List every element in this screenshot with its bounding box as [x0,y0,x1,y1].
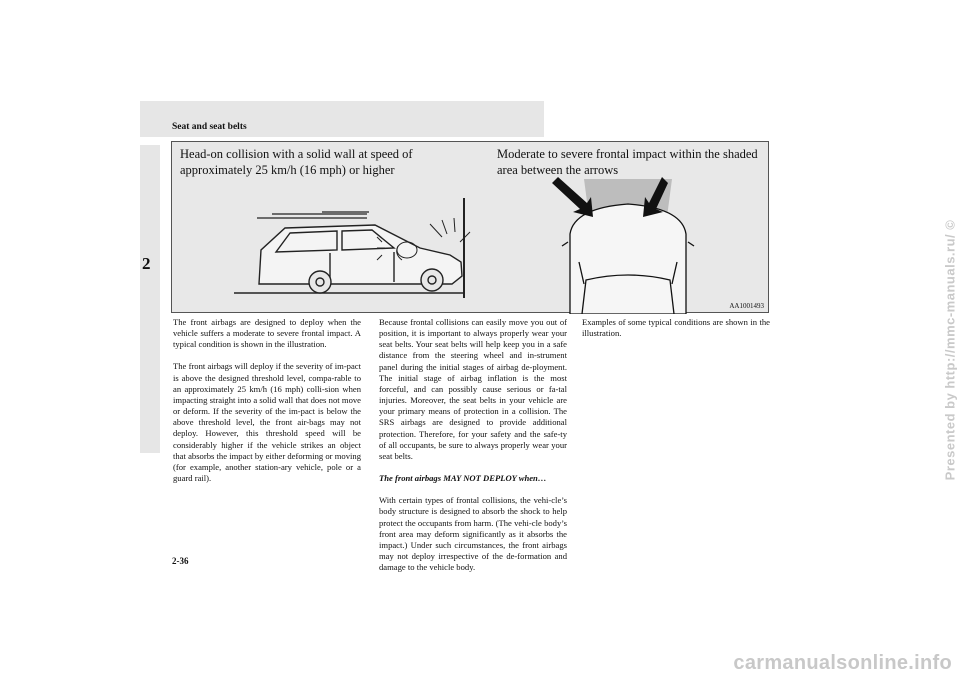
column-3 [582,317,770,350]
speed-lines-icon [257,212,369,218]
subheading-may-not-deploy: The front airbags MAY NOT DEPLOY when… [379,473,547,484]
paragraph-typical-condition: The front airbags are designed to deploy when the vehicle suffers a moderate to severe frontal impact. A typical condition is shown in the illustration. [173,317,361,350]
site-watermark: carmanualsonline.info [733,652,952,674]
illustration-code: AA1001493 [729,302,764,310]
page-number: 2-36 [172,556,189,566]
collision-drawing [172,142,770,314]
caption-head-on-collision: Head-on collision with a solid wall at speed of approximately 25 km/h (16 mph) or higher [180,147,413,177]
chapter-number: 2 [142,254,151,273]
section-title: Seat and seat belts [172,122,247,132]
paragraph-examples: Examples of some typical conditions are shown in the illustration. [582,317,770,339]
paragraph-deploy-threshold: The front airbags will deploy if the severity of im-pact is above the designed threshold level, compa-rable to an approximately 25 km/h (16 mph) colli-sion when impacting straight into a solid wall that does not move or deform. If the severity of the im-pact is below the above threshold level, the front air-bags may not deploy. However, this threshold speed will be considerably higher if the vehicle strikes an object that absorbs the impact by either deforming or moving (for example, another station-ary vehicle, pole or a guard rail). [173,361,361,484]
chapter-tab [140,145,160,453]
paragraph-seat-belts: Because frontal collisions can easily move you out of position, it is important to always properly wear your seat belts. Your seat belts will help keep you in a safe distance from the steering wheel and in-strument panel during the initial stages of airbag de-ployment. The initial stage of airbag inflation is the most forceful, and can possibly cause serious or fa-tal injuries. Moreover, the seat belts in your vehicle are your primary means of protection in a collision. The SRS airbags are designed to provide additional protection. Therefore, for your safety and the safe-ty of all occupants, be sure to always properly wear your seat belts. [379,317,567,461]
paragraph-body-structure: With certain types of frontal collisions, the vehi-cle’s body structure is designed to absorb the shock to help protect the occupants from harm. (The vehi-cle body’s front area may deform significantly as it absorbs the impact.) Under such circumstances, the front airbags may not deploy irrespective of the de-formation and damage to the vehicle body. [379,495,567,573]
vertical-watermark: Presented by http://mmc-manuals.ru/ © [942,219,958,481]
collision-illustration [171,141,769,313]
column-1 [173,317,361,495]
minivan-side-icon [259,225,462,293]
column-2 [379,317,567,584]
car-top-view-icon [562,204,694,314]
caption-frontal-impact-area: Moderate to severe frontal impact within the shaded area between the arrows [497,147,758,177]
